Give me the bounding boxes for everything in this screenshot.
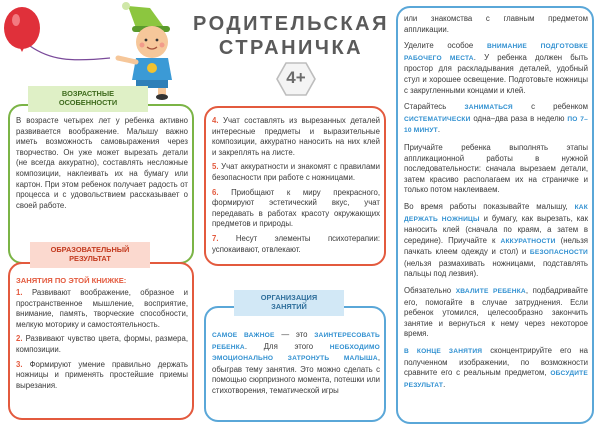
paragraph: Уделите особое ВНИМАНИЕ ПОДГОТОВКЕ РАБОЧЕГО МЕСТА. У ребенка должен быть простор для раскладывания деталей, удобный стул и хорошее освещение. Подготовьте ножницы с закругленными концами и клей. (404, 41, 588, 95)
title-line-2: СТРАНИЧКА (218, 37, 364, 59)
list-item: 3. Формируют умение правильно держать ножницы и применять простейшие приемы вырезания. (16, 359, 188, 390)
paragraph: Приучайте ребенка выполнять этапы аппликационной работы в нужной последовательности: сначала вырезаем детали, затем красиво располагаем их на страничке и только потом наклеиваем. (404, 142, 588, 195)
balloon-string-icon (30, 46, 110, 60)
age-features-heading: ВОЗРАСТНЫЕ ОСОБЕННОСТИ (28, 86, 148, 112)
paragraph: Старайтесь ЗАНИМАТЬСЯ с ребенком СИСТЕМАТИЧЕСКИ одна–два раза в неделю ПО 7–10 МИНУТ. (404, 102, 588, 135)
balloon-icon (4, 7, 40, 49)
paragraph: Во время работы показывайте малышу, КАК ДЕРЖАТЬ НОЖНИЦЫ и бумагу, как вырезать, как наносить клей (сначала по краям, а затем в середине). Приучайте к АККУРАТНОСТИ (нельзя пачкать клеем одежду и стол) и БЕЗОПАСНОСТИ (нельзя размахивать ножницами, подставлять пальцы под лезвия). (404, 201, 588, 279)
age-features-text: В возрасте четырех лет у ребенка активно развивается воображение. Малышу важно иметь возможность самовыражения через творчество. Он уже может вырезать детали (не всегда аккуратно), составлять несложные композиции, наклеивать их на бумагу или картон. При этом ребенок получает радость от процесса и с удовольствием рассказывает о своей работе. (16, 116, 188, 210)
list-item: 5. Учат аккуратности и знакомят с правилами безопасности при работе с ножницами. (212, 162, 380, 182)
paragraph: В КОНЦЕ ЗАНЯТИЯ сконцентрируйте его на полученном изображении, по возможности сравните его с реальным предметом, ОБСУДИТЕ РЕЗУЛЬТАТ. (404, 346, 588, 389)
child-illustration (0, 0, 200, 100)
page-title (186, 12, 396, 60)
list-item: 2. Развивают чувство цвета, формы, размера, композиции. (16, 334, 188, 354)
list-item: 1. Развивают воображение, образное и пространственное мышление, восприятие, внимание, память, творческие способности, мелкую моторику и самостоятельность. (16, 288, 189, 329)
age-badge-label: 4+ (286, 68, 306, 87)
result-heading: ОБРАЗОВАТЕЛЬНЫЙ РЕЗУЛЬТАТ (30, 242, 150, 268)
org-heading: ОРГАНИЗАЦИЯ ЗАНЯТИЙ (234, 290, 344, 316)
list-item: 7. Несут элементы психотерапии: успокаивают, отвлекают. (212, 233, 380, 254)
list-item: 6. Приобщают к миру прекрасного, формируют эстетический вкус, учат передавать в работах красоту окружающих предметов и природы. (212, 187, 380, 229)
list-item: 4. Учат составлять из вырезанных деталей интересные предметы и выразительные композиции, аккуратно наносить на них клей и закреплять на листе. (212, 116, 381, 157)
org-text: САМОЕ ВАЖНОЕ — это ЗАИНТЕРЕСОВАТЬ РЕБЕНКА. Для этого НЕОБХОДИМО ЭМОЦИОНАЛЬНО ЗАТРОНУТЬ МАЛЫША, обыграв тему занятия. Это можно сделать с помощью сюрпризного момента, потешки или стихотворения, тематической игры (212, 330, 380, 395)
result-list (16, 288, 188, 391)
result-subheading: ЗАНЯТИЯ ПО ЭТОЙ КНИЖКЕ: (16, 276, 127, 285)
age-badge (276, 62, 316, 96)
title-line-1: РОДИТЕЛЬСКАЯ (193, 13, 389, 35)
paragraph: или знакомства с главным предметом аппликации. (404, 14, 588, 34)
paragraph: Обязательно ХВАЛИТЕ РЕБЕНКА, подбадривайте его, помогайте в случае затруднения. Если ребенок утомился, целесообразно закончить занятие и вернуться к нему через некоторое время. (404, 286, 588, 339)
middle-list (212, 116, 380, 255)
right-column-text (404, 14, 588, 391)
